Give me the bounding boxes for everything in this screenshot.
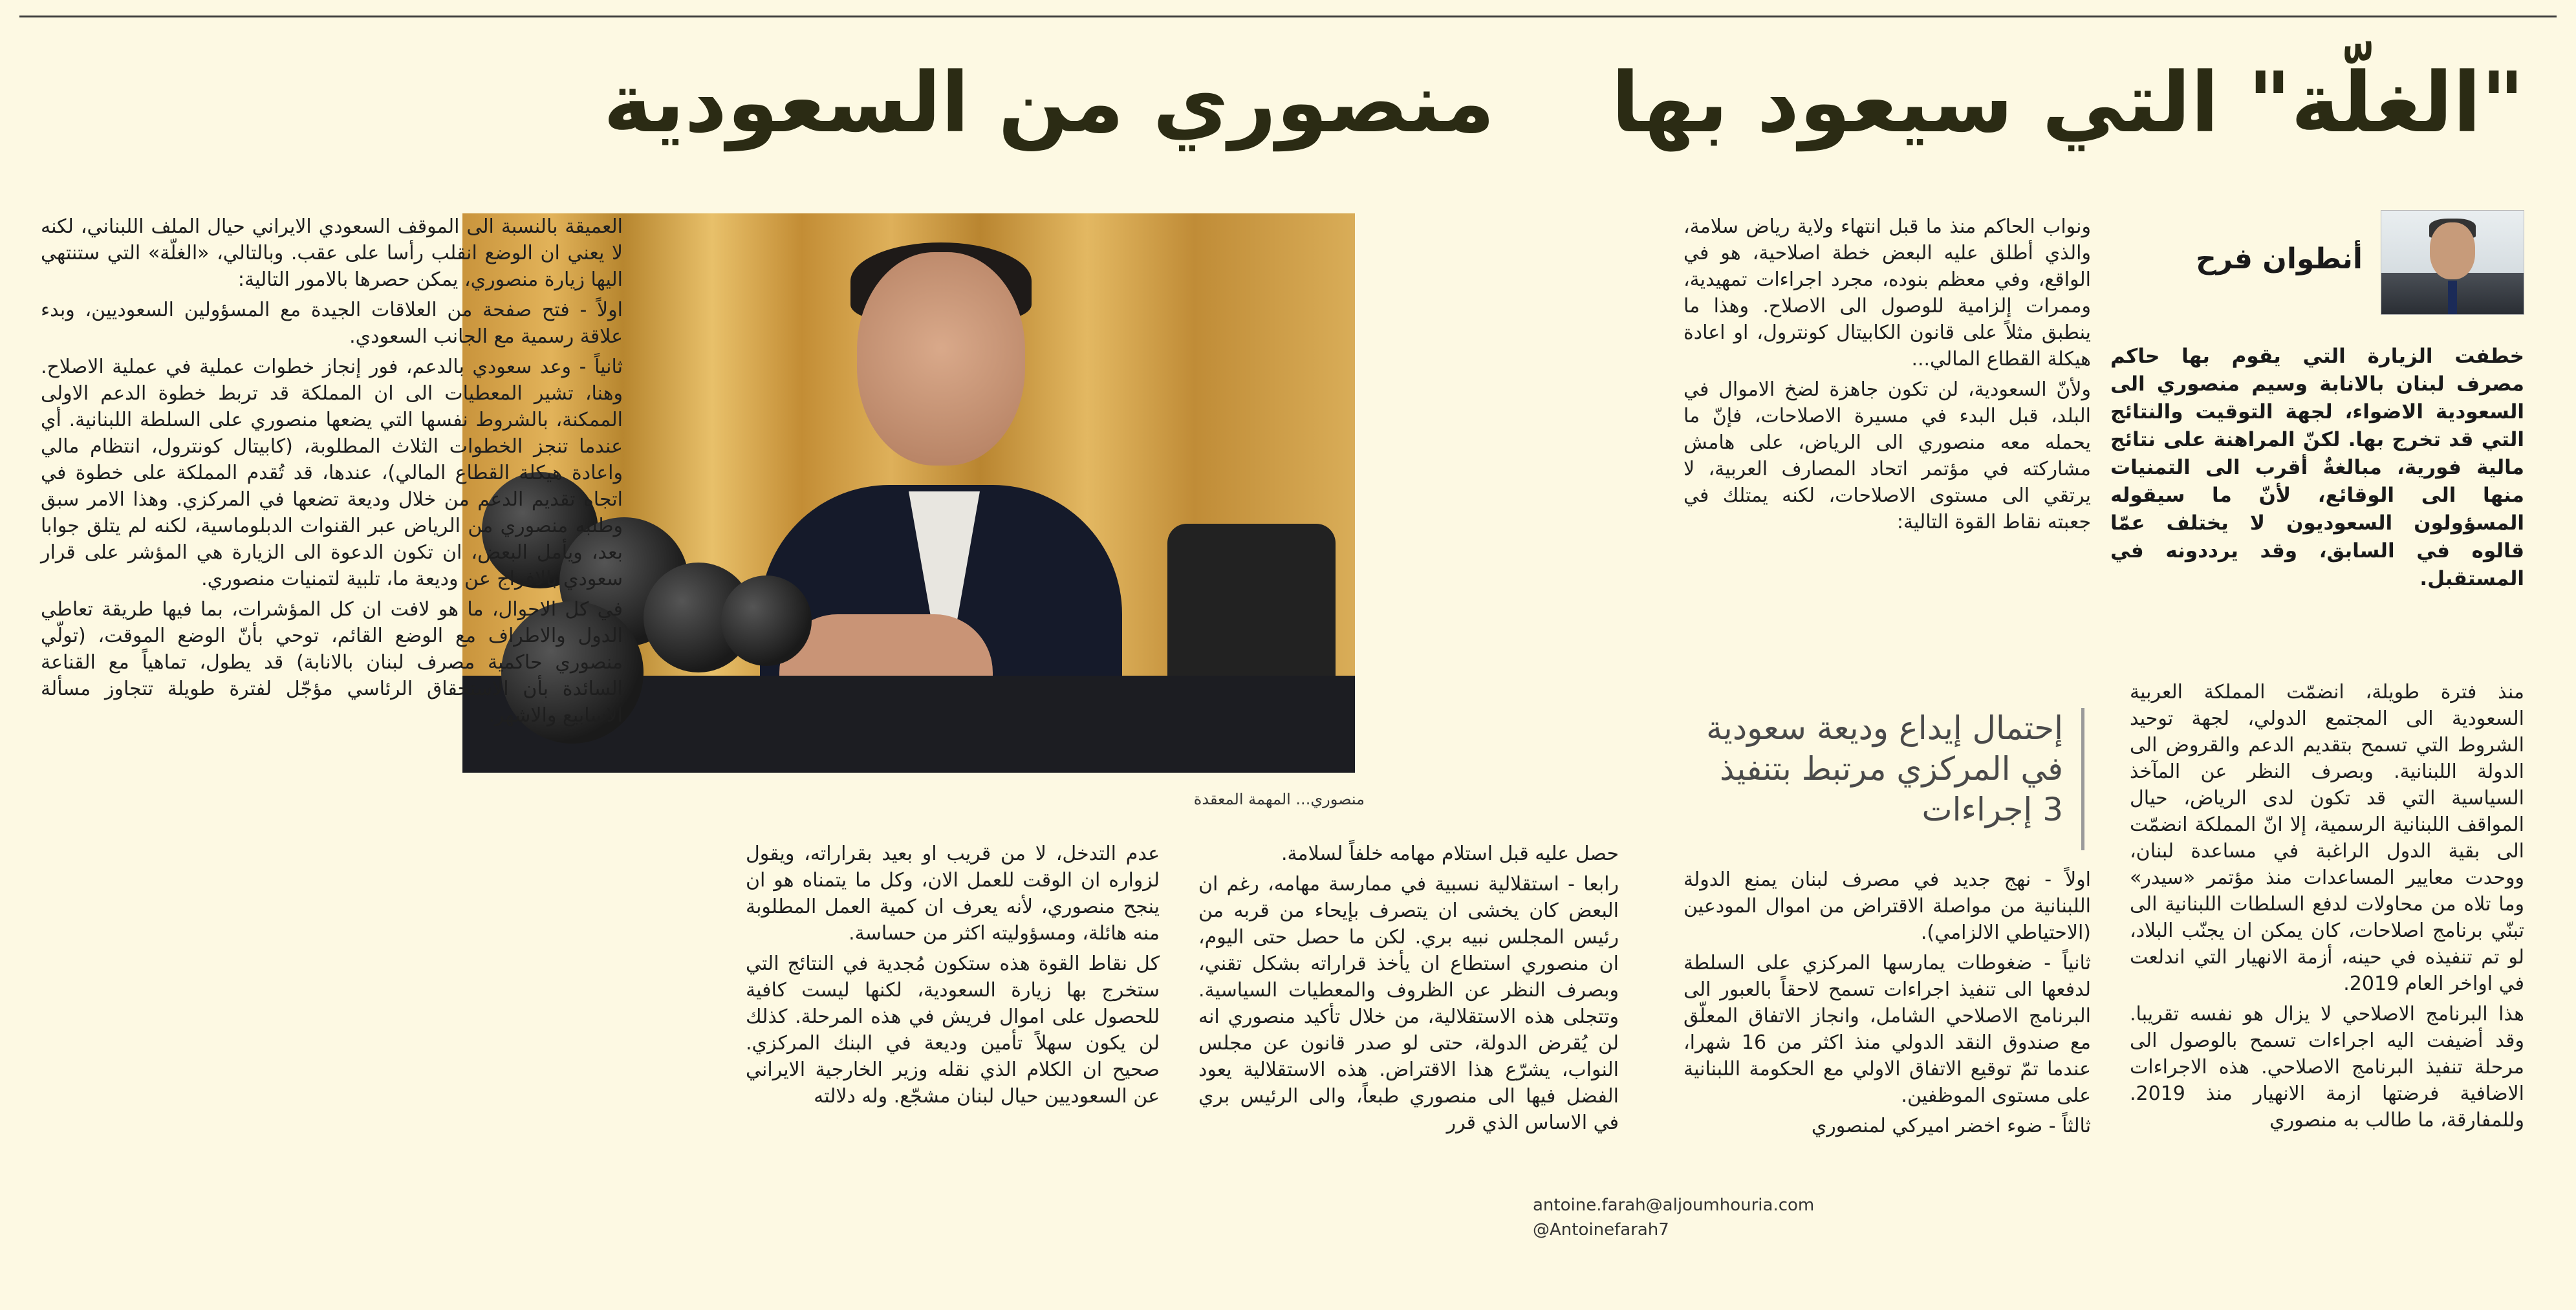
column-3 [1198,841,1619,1140]
column-4 [746,841,1160,1113]
column-5-paragraph: ثانياً - وعد سعودي بالدعم، فور إنجاز خطوات عملية في عملية الاصلاح. وهنا، تشير المعطيات الى ان المملكة قد تربط خطوة الدعم الاولى الممكنة، بالشروط نفسها التي يضعها منصوري على السلطة اللبنانية. أي عندما تنجز الخطوات الثلاث المطلوبة، (كابيتال كونترول، انتظام مالي واعادة هيكلة القطاع المالي)، عندها، قد تُقدم المملكة على خطوة في اتجاه تقديم الدعم من خلال وديعة تضعها في المركزي. وهذا الامر سبق وطلبه منصوري من الرياض عبر القنوات الدبلوماسية، لكنه لم يتلق جوابا بعد، ويأمل البعض، ان تكون الدعوة الى الزيارة هي المؤشر على قرار سعودي بالافراج عن وديعة ما، تلبية لتمنيات منصوري. [41,356,623,590]
column-4-paragraph: كل نقاط القوة هذه ستكون مُجدية في النتائج التي ستخرج بها زيارة السعودية، لكنها ليست كافية للحصول على اموال فريش في هذه المرحلة. كذلك لن يكون سهلاً تأمين وديعة في البنك المركزي. صحيح ان الكلام الذي نقله وزير الخارجية الايراني عن السعوديين حيال لبنان مشجّع. وله دلالته [746,952,1160,1108]
column-3-paragraph: حصل عليه قبل استلام مهامه خلفاً لسلامة. [1281,843,1619,865]
column-2-paragraph: اولاً - نهج جديد في مصرف لبنان يمنع الدولة اللبنانية من مواصلة الاقتراض من اموال المودعين (الاحتياطي الالزامي). [1683,868,2091,944]
author-twitter[interactable]: @Antoinefarah7 [1533,1220,1669,1240]
top-rule [19,16,2557,17]
column-2-paragraph: ثالثاً - ضوء اخضر اميركي لمنصوري [1811,1115,2091,1137]
column-1-paragraph: هذا البرنامج الاصلاحي لا يزال هو نفسه تقريبا. وقد أضيفت اليه اجراءات تسمح بالوصول الى مرحلة تنفيذ البرنامج الاصلاحي. هذه الاجراءات الاضافية فرضتها ازمة الانهيار منذ 2019. وللمفارقة، ما طالب به منصوري [2130,1003,2524,1132]
pull-quote: إحتمال إيداع وديعة سعودية في المركزي مرتبط بتنفيذ 3 إجراءات [1696,708,2084,850]
column-5-paragraph: في كل الاحوال، ما هو لافت ان كل المؤشرات، بما فيها طريقة تعاطي الدول والاطراف مع الوضع القائم، توحي بأنّ الوضع الموقت، (تولّي منصوري حاكمية مصرف لبنان بالانابة) قد يطول، تماهياً مع القناعة السائدة بأن الاستحقاق الرئاسي مؤجّل لفترة طويلة تتجاوز مسألة الاسابيع والاشهر. [41,598,623,727]
author-credit [1533,1193,1814,1242]
author-email[interactable]: antoine.farah@aljoumhouria.com [1533,1196,1815,1215]
headline-part-1: "الغلّة" التي سيعود بها [1611,54,2524,151]
photo-face [857,252,1025,466]
column-1 [2130,679,2524,1137]
column-5-paragraph: اولاً - فتح صفحة من العلاقات الجيدة مع المسؤولين السعوديين، وبدء علاقة رسمية مع الجانب السعودي. [41,299,623,348]
column-2-paragraph: ولأنّ السعودية، لن تكون جاهزة لضخ الاموال في البلد، قبل البدء في مسيرة الاصلاحات، فإنّ ما يحمله معه منصوري الى الرياض، على هامش مشاركته في مؤتمر اتحاد المصارف العربية، لا يرتقي الى مستوى الاصلاحات، لكنه يمتلك في جعبته نقاط القوة التالية: [1683,378,2091,533]
lead-paragraph: خطفت الزيارة التي يقوم بها حاكم مصرف لبنان بالانابة وسيم منصوري الى السعودية الاضواء، لجهة التوقيت والنتائج التي قد تخرج بها. لكنّ المراهنة على نتائج مالية فورية، مبالغةٌ أقرب الى التمنيات منها الى الوقائع، لأنّ ما سيقوله المسؤولون السعوديون لا يختلف عمّا قالوه في السابق، وقد يرددونه في المستقبل. [2110,345,2524,590]
headline-part-2: منصوري من السعودية [603,54,1495,151]
author-photo [2381,210,2524,315]
photo-caption: منصوري... المهمة المعقدة [1193,790,1365,808]
column-2-paragraph: ثانياً - ضغوطات يمارسها المركزي على السلطة لدفعها الى تنفيذ اجراءات تسمح لاحقاً بالعبور الى البرنامج الاصلاحي الشامل، وانجاز الاتفاق المعلّق مع صندوق النقد الدولي منذ اكثر من 16 شهرا، عندما تمّ توقيع الاتفاق الاولي مع الحكومة اللبنانية على مستوى الموظفين. [1683,952,2091,1107]
column-2-upper [1683,213,2091,539]
column-2-lower [1683,866,2091,1143]
column-3-paragraph: رابعا - استقلالية نسبية في ممارسة مهامه، رغم ان البعض كان يخشى ان يتصرف بإيحاء من قربه من رئيس المجلس نبيه بري. لكن ما حصل حتى اليوم، ان منصوري استطاع ان يأخذ قراراته بشكل تقني، وبصرف النظر عن الظروف والمعطيات السياسية. وتتجلى هذه الاستقلالية، من خلال تأكيد منصوري انه لن يُقرض الدولة، حتى لو صدر قانون عن مجلس النواب، يشرّع هذا الاقتراض. هذه الاستقلالية يعود الفضل فيها الى منصوري طبعاً، والى الرئيس بري في الاساس الذي قرر [1198,873,1619,1134]
column-4-paragraph: عدم التدخل، لا من قريب او بعيد بقراراته، ويقول لزواره ان الوقت للعمل الان، وكل ما يتمناه هو ان ينجح منصوري، لأنه يعرف ان كمية العمل المطلوبة منه هائلة، ومسؤوليته اكثر من حساسة. [746,843,1160,945]
column-5-paragraph: العميقة بالنسبة الى الموقف السعودي الايراني حيال الملف اللبناني، لكنه لا يعني ان الوضع انقلب رأسا على عقب. وبالتالي، «الغلّة» التي ستنتهي اليها زيارة منصوري، يمكن حصرها بالامور التالية: [41,215,623,291]
author-box [2130,207,2524,317]
microphone-icon [721,575,812,666]
column-1-paragraph: منذ فترة طويلة، انضمّت المملكة العربية السعودية الى المجتمع الدولي، لجهة توحيد الشروط التي تسمح بتقديم الدعم والقروض الى الدولة اللبنانية. وبصرف النظر عن المآخذ السياسية التي قد تكون لدى الرياض، حيال المواقف اللبنانية الرسمية، إلا انّ المملكة انضمّت الى بقية الدول الراغبة في مساعدة لبنان، ووحدت معايير المساعدات منذ مؤتمر «سيدر» وما تلاه من محاولات لدفع السلطات اللبنانية الى تبنّي برنامج اصلاحات، كان يمكن ان يجنّب البلاد، لو تم تنفيذه في حينه، أزمة الانهيار التي اندلعت في اواخر العام 2019. [2130,681,2524,995]
column-5 [41,213,623,733]
column-2-paragraph: ونواب الحاكم منذ ما قبل انتهاء ولاية رياض سلامة، والذي أطلق عليه البعض خطة اصلاحية، هو في الواقع، وفي معظم بنوده، مجرد اجراءات تمهيدية، وممرات إلزامية للوصول الى الاصلاح. وهذا ما ينطبق مثلاً على قانون الكابيتال كونترول، او اعادة هيكلة القطاع المالي... [1683,215,2091,370]
headline [196,26,2524,181]
author-name: أنطوان فرح [2196,242,2363,275]
